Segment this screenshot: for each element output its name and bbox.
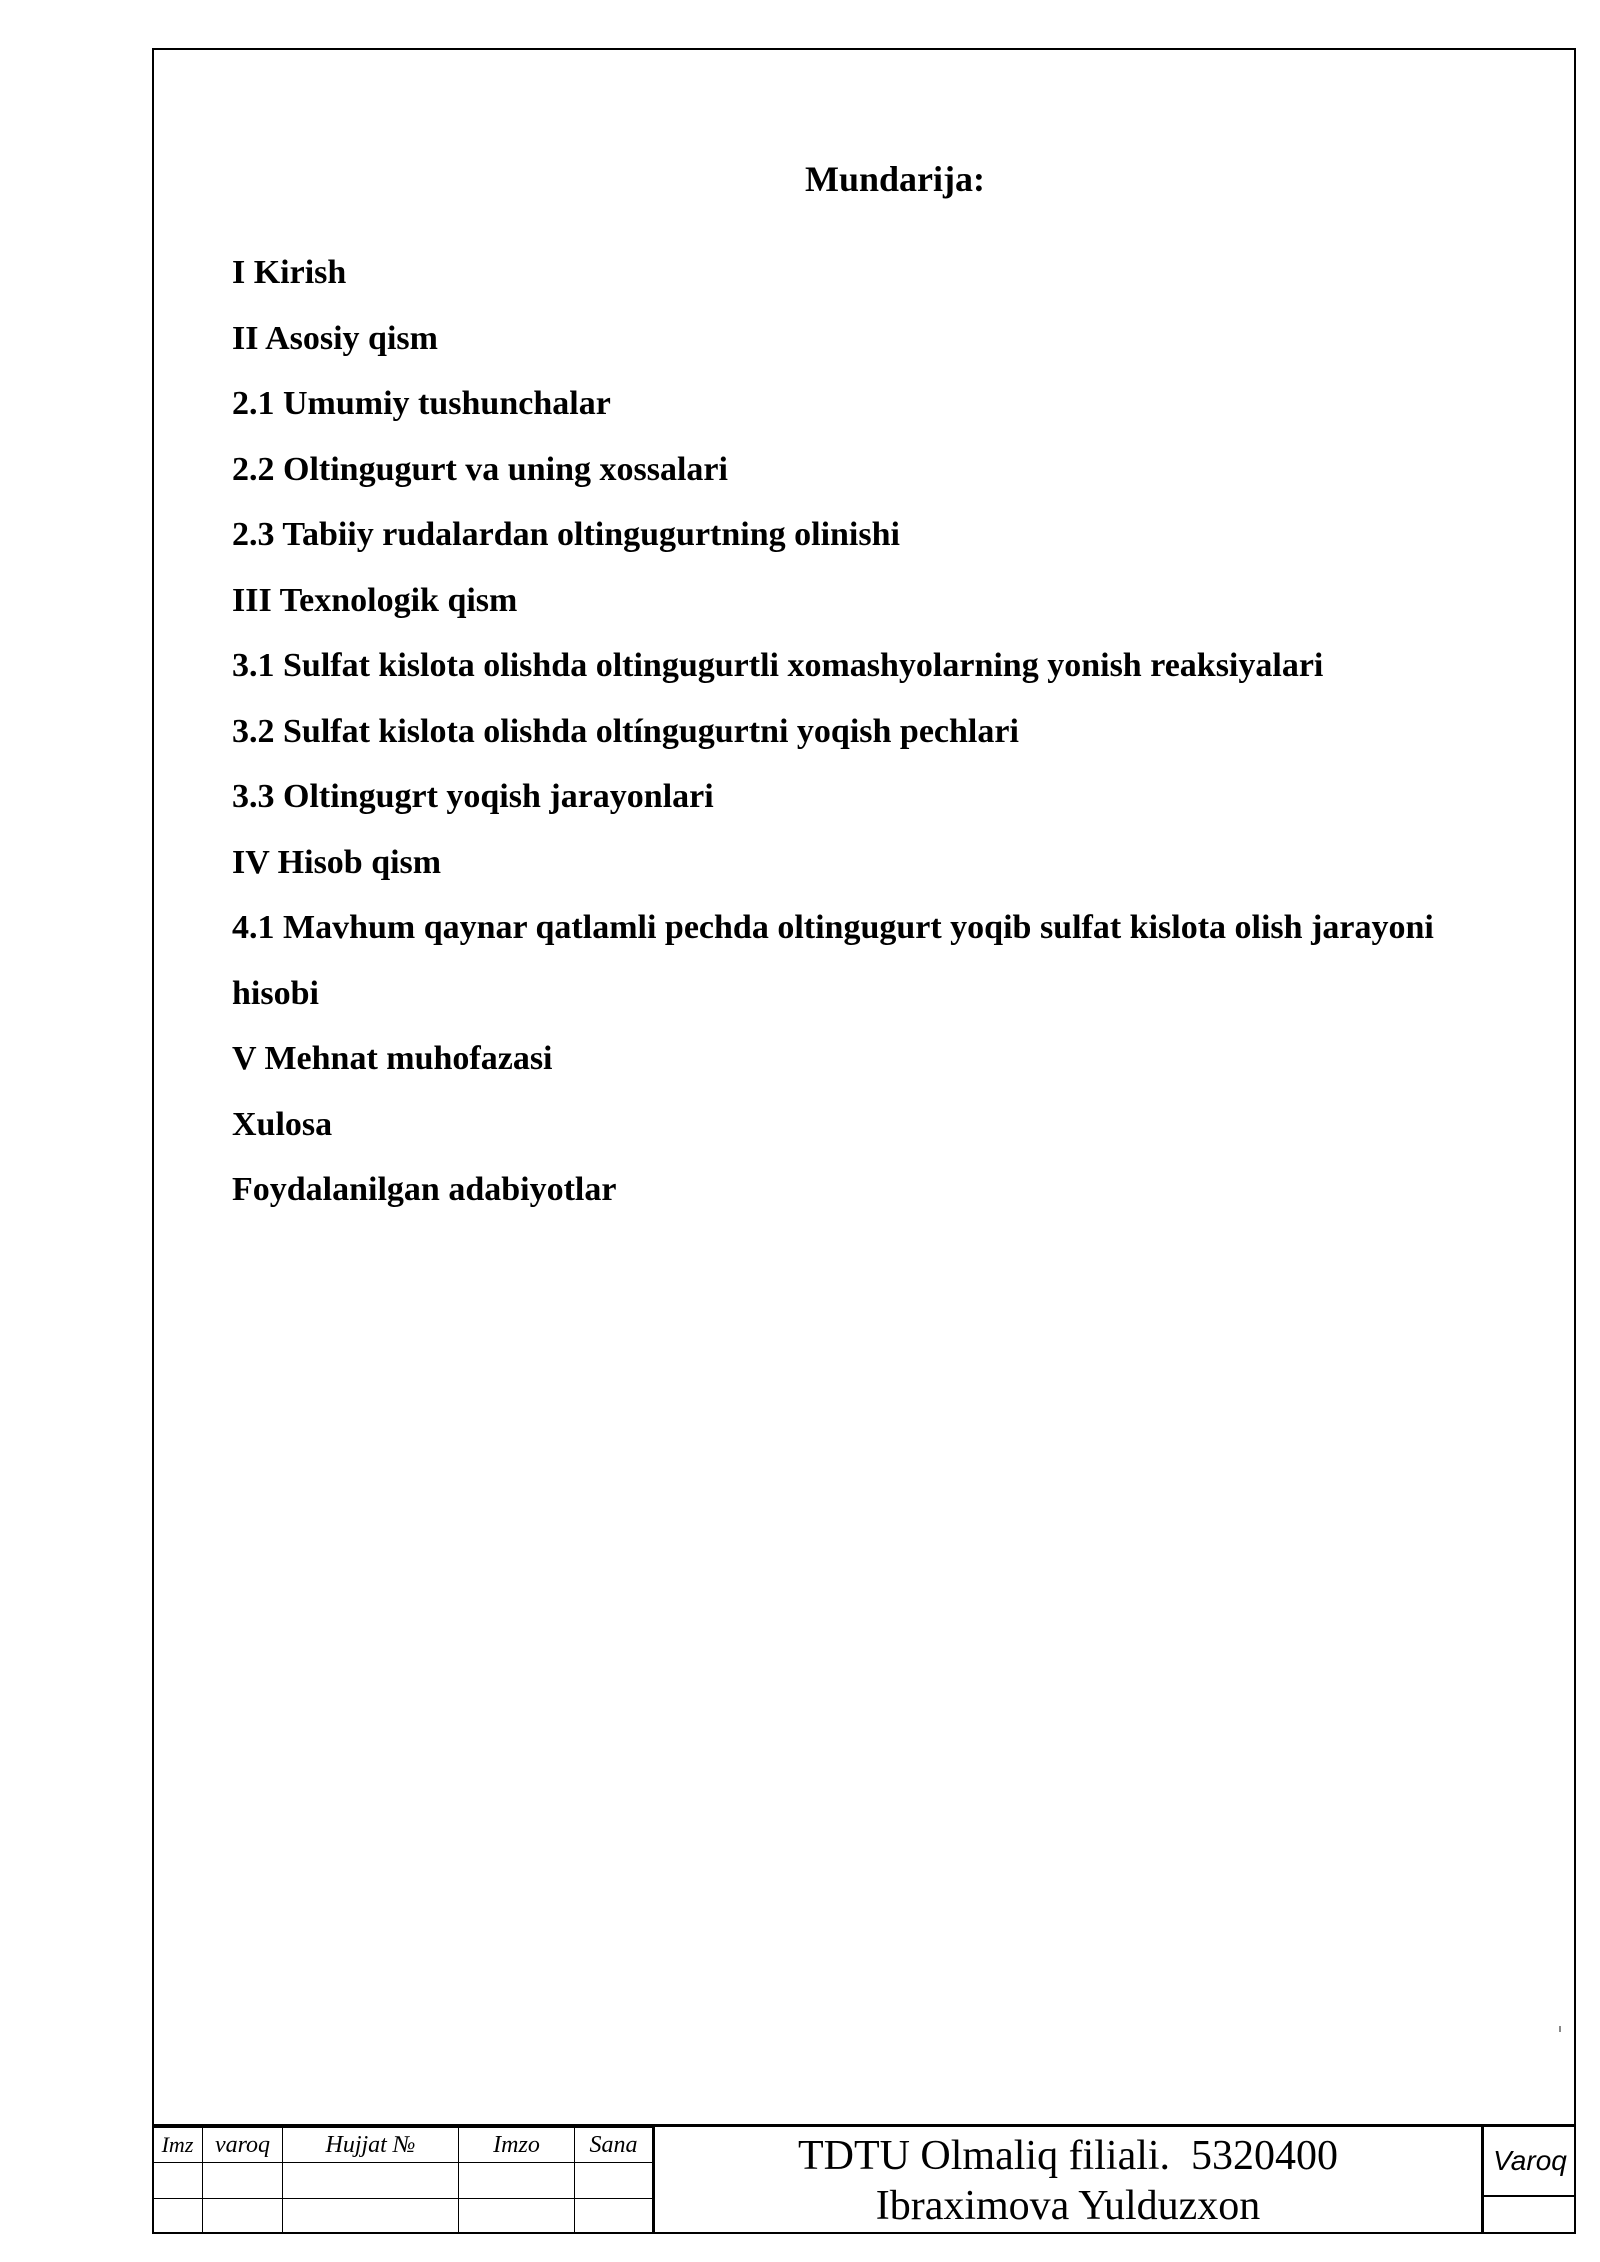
title-block (152, 2124, 1576, 2234)
toc-item: V Mehnat muhofazasi (232, 1040, 553, 1077)
page-frame (152, 48, 1576, 2234)
header-imz: Imz (153, 2128, 203, 2163)
grid-cell (203, 2163, 283, 2198)
grid-cell (203, 2198, 283, 2233)
toc-item: 2.3 Tabiiy rudalardan oltingugurtning olinishi (232, 516, 900, 553)
organization-line: TDTU Olmaliq filiali. 5320400 (797, 2133, 1339, 2179)
grid-cell (153, 2163, 203, 2198)
table-of-contents (232, 240, 1532, 1223)
toc-item: III Texnologik qism (232, 581, 518, 619)
stray-mark (1559, 2026, 1561, 2032)
toc-title: Mundarija: (805, 159, 985, 199)
sheet-label: Varoq (1484, 2127, 1576, 2197)
toc-item: 3.1 Sulfat kislota olishda oltingugurtli xomashyolarning yonish reaksiyalari (232, 647, 1324, 684)
header-sana: Sana (575, 2128, 653, 2163)
toc-item: IV Hisob qism (232, 843, 442, 881)
title-block-grid (152, 2127, 653, 2234)
toc-item: Xulosa (232, 1105, 333, 1143)
grid-cell (575, 2198, 653, 2233)
grid-cell (283, 2198, 459, 2233)
title-block-header-row (153, 2128, 653, 2163)
toc-item: 4.1 Mavhum qaynar qatlamli pechda oltingugurt yoqib sulfat kislota olish jarayoni hisobi (232, 909, 1434, 1012)
title-block-row (153, 2163, 653, 2198)
author-name: Ibraximova Yulduzxon (875, 2183, 1261, 2229)
toc-item: 3.2 Sulfat kislota olishda oltíngugurtni yoqish pechlari (232, 712, 1019, 750)
toc-item: 2.1 Umumiy tushunchalar (232, 385, 611, 422)
toc-item: II Asosiy qism (232, 319, 438, 357)
grid-cell (575, 2163, 653, 2198)
toc-item: Foydalanilgan adabiyotlar (232, 1171, 617, 1208)
grid-cell (283, 2163, 459, 2198)
grid-cell (459, 2163, 575, 2198)
toc-item: 3.3 Oltingugrt yoqish jarayonlari (232, 778, 714, 815)
header-hujjat: Hujjat № (283, 2128, 459, 2163)
toc-item: I Kirish (232, 254, 347, 291)
header-varoq: varoq (203, 2128, 283, 2163)
title-block-row (153, 2198, 653, 2233)
header-imzo: Imzo (459, 2128, 575, 2163)
sheet-box (1484, 2127, 1576, 2234)
grid-cell (459, 2198, 575, 2233)
toc-item: 2.2 Oltingugurt va uning xossalari (232, 450, 728, 488)
title-block-center (652, 2127, 1484, 2234)
grid-cell (153, 2198, 203, 2233)
